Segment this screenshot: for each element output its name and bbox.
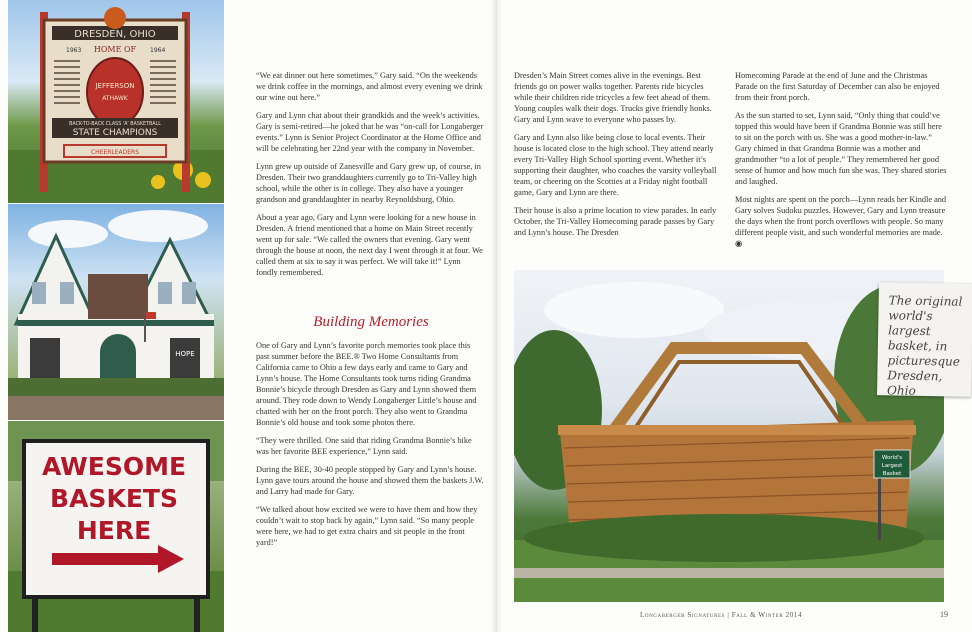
basket-sign-line-3: Basket [882,471,902,477]
photo-awesome-baskets-sign [8,421,224,632]
dresden-sign-illustration [8,0,224,203]
photo-dresden-sign [8,0,224,203]
sign-title: DRESDEN, OHIO [74,29,156,40]
sign-caption-main: STATE CHAMPIONS [72,128,158,138]
basket-sign-line-1: World's [881,455,903,461]
paragraph: Their house is also a prime location to view parades. In early October, the Tri-Valley Homecoming parade passes by Gary and Lynn’s house. The Dresden [514,206,717,237]
sign-home-of: HOME OF [93,45,137,54]
article-column-2 [514,70,722,245]
paragraph: “We eat dinner out here sometimes,” Gary said. “On the weekends we drink coffee in the mornings, and almost every evening we drink our wine out here.” [256,71,483,102]
paragraph: Lynn grew up outside of Zanesville and Gary grew up, of course, in Dresden. Their two granddaughters currently go to Tri-Valley high school, while the other is in college. They also have a younger grandson and granddaughter in nearby Reynoldsburg, Ohio. [256,162,481,204]
paragraph-text: Most nights are spent on the porch—Lynn reads her Kindle and Gary solves Sudoku puzzles. However, Gary and Lynn treasure the days when the front porch overflows with people. So many different people visit, and such wonderful memories are made. [735,195,947,237]
paragraph: Gary and Lynn chat about their grandkids and the week’s activities. Gary is semi-retired—he joked that he was “on-call for Longaberger events.” Lynn is Senior Project Coordinator at the Home Office and will be celebrating her 22nd year with the company in November. [256,111,484,153]
caption-line: basket, in [887,338,948,354]
end-mark-icon: ◉ [735,239,743,248]
awesome-line-3: HERE [76,516,152,545]
paragraph [735,194,947,249]
paragraph: Dresden’s Main Street comes alive in the evenings. Best friends go on power walks together. Parents ride bicycles while their children ride tricycles a few feet ahead of them. Young couples walk their dogs. Trucks give friendly honks. Gary and Lynn wave to everyone who passes by. [514,71,712,124]
paragraph: Gary and Lynn also like being close to local events. Their house is located close to the high school. They attend nearly every Tri-Valley High School sporting event. Whether it’s supporting their daughter, who coaches the varsity volleyball team, or cheering on the Scotties at a Friday night football game, Gary and Lynn are there. [514,133,717,197]
house-illustration [8,204,224,420]
paragraph: During the BEE, 30-40 people stopped by Gary and Lynn’s house. Lynn gave tours around the house and showed them the baskets J.W. and Larry had made for Gary. [256,465,484,496]
page-footer: Longaberger Signatures | Fall & Winter 2014 [640,611,803,619]
caption-line: picturesque [887,353,961,369]
basket-sign-line-2: Largest [881,463,903,469]
article-column-1b [256,340,484,555]
paragraph: As the sun started to set, Lynn said, “Only thing that could’ve topped this would have been if Grandma Bonnie was still here to sit on the porch with us. She was a good mother-in-law.” Gary chimed in that Grandma Bonnie was a mother and grandmother “to a lot of people.” They remembered her good sense of humor and how much fun she was. They shared stories and laughed. [735,111,947,186]
caption-line: Dresden, Ohio [886,368,943,398]
paragraph: About a year ago, Gary and Lynn were looking for a new house in Dresden. A friend mentioned that a home on Main Street recently went up for sale. “We called the owners that evening. Gary went through the house at noon, the next day I went through it at four. We called them at six to say it was perfect. We will take it!” Lynn fondly remembered. [256,213,483,277]
photo-caption-card [877,282,972,397]
photo-victorian-house [8,204,224,420]
page-gutter [492,0,502,632]
caption-line: The original [888,293,963,309]
sign-caption-top: BACK-TO-BACK CLASS 'A' BASKETBALL [69,122,161,127]
awesome-line-1: AWESOME [41,452,187,481]
sign-plaque: CHEERLEADERS [90,149,140,156]
article-column-3 [735,70,947,256]
paragraph: “They were thrilled. One said that riding Grandma Bonnie’s bike was her favorite BEE experience,” Lynn said. [256,436,472,456]
article-column-1 [256,70,484,285]
awesome-line-2: BASKETS [50,484,178,513]
section-heading: Building Memories [313,314,429,330]
page-number: 19 [940,610,948,619]
paragraph: Homecoming Parade at the end of June and the Christmas Parade on the first Saturday of December can also be enjoyed from their front porch. [735,71,940,102]
caption-line: world's largest [888,308,933,339]
sign-year-left: 1963 [66,47,82,54]
awesome-sign-illustration [8,421,224,632]
paragraph: “We talked about how excited we were to have them and how they couldn’t wait to stop back by again,” Lynn said. “So many people were here, we had to get extra chairs and sit people in the front yard!” [256,505,478,547]
sign-year-right: 1964 [150,47,166,54]
house-window-sign: HOPE [175,350,195,358]
sign-seal-sub: ATHAWK [102,95,128,102]
sign-seal-name: JEFFERSON [95,82,135,90]
paragraph: One of Gary and Lynn’s favorite porch memories took place this past summer before the BEE.® Two Home Consultants from California came to Ohio a few days early and came to Gary and Lynn’s house. The Home Consultants took turns riding Grandma Bonnie’s bicycle through Dresden as Gary and Lynn showed them around. They rode down to Wendy Longaberger Little’s house and chatted with her on the front porch. They also went to Grandma Bonnie’s old house and took some photos there. [256,341,477,427]
